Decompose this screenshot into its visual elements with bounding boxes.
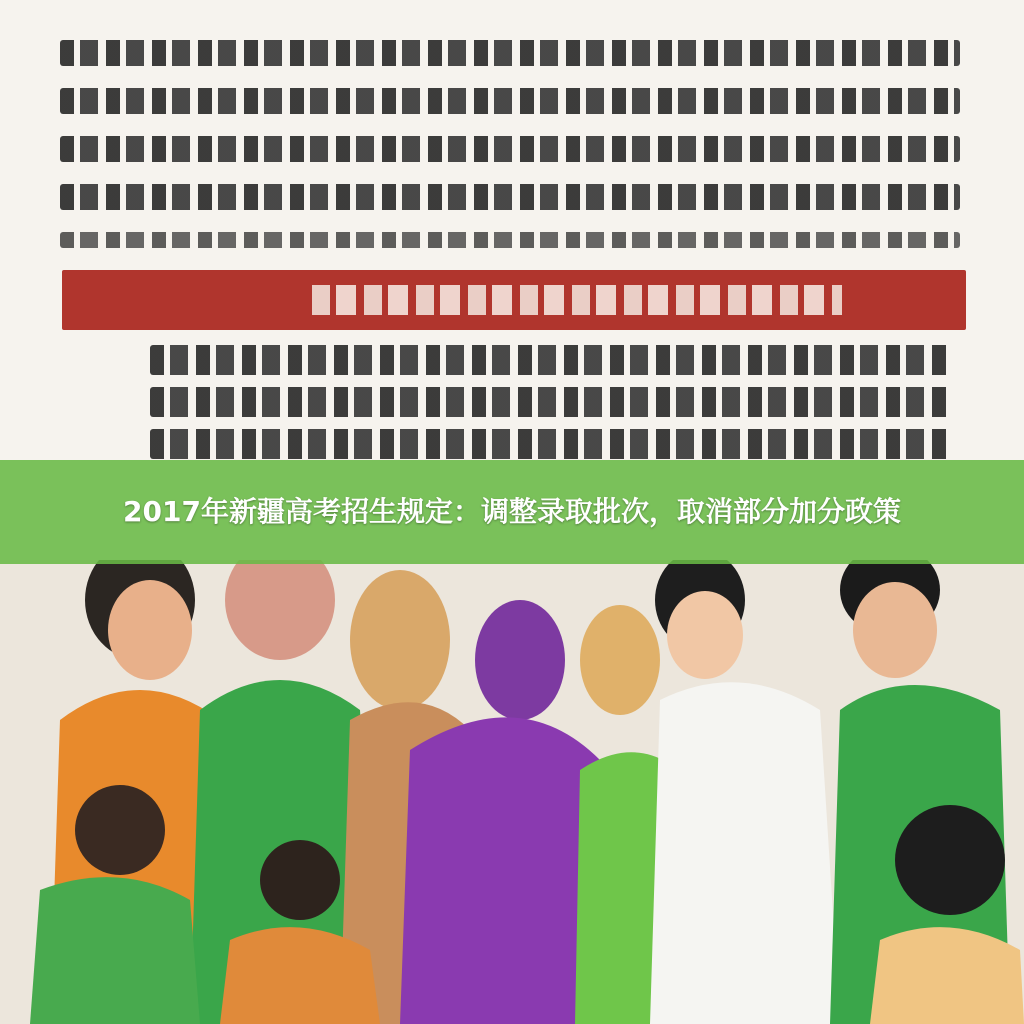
- poster-red-banner: [62, 270, 966, 330]
- headline-banner: [0, 460, 1024, 564]
- poster-scribbled-text: [60, 40, 960, 270]
- crowd-illustration: [0, 560, 1024, 1024]
- article-title: 2017年新疆高考招生规定：调整录取批次，取消部分加分政策: [123, 495, 901, 528]
- poster-lower-scribbled-text: [150, 345, 950, 471]
